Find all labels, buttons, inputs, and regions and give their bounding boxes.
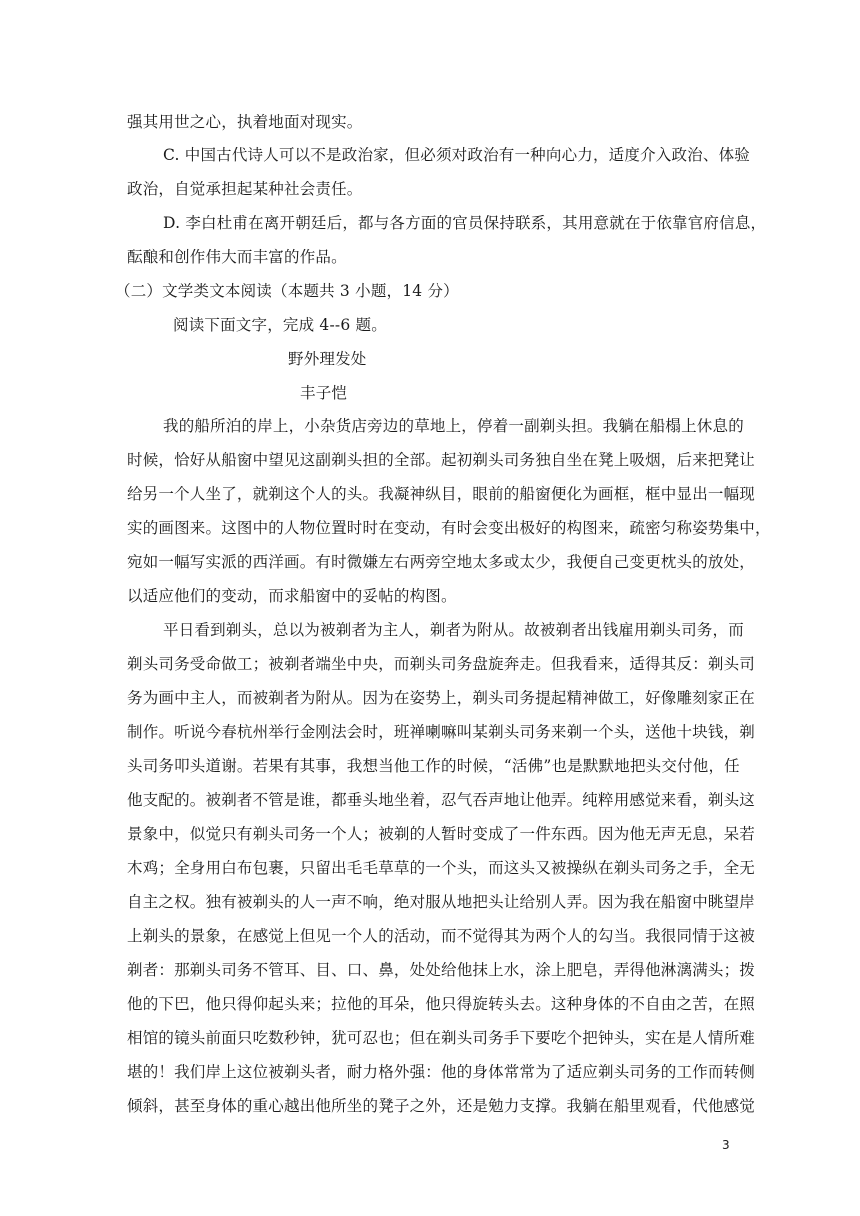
paragraph-line: 平日看到剃头，总以为被剃者为主人，剃者为附从。故被剃者出钱雇用剃头司务，而 — [163, 621, 744, 639]
article-author: 丰子恺 — [300, 384, 348, 402]
option-c-line: C. 中国古代诗人可以不是政治家，但必须对政治有一种向心力，适度介入政治、体验 — [163, 146, 750, 164]
instruction-line: 阅读下面文字，完成 4--6 题。 — [173, 316, 387, 334]
paragraph-line: 宛如一幅写实派的西洋画。有时微嫌左右两旁空地太多或太少，我便自己变更枕头的放处， — [127, 553, 756, 571]
text-line: 政治，自觉承担起某种社会责任。 — [127, 180, 363, 198]
paragraph-line: 剃头司务受命做工；被剃者端坐中央，而剃头司务盘旋奔走。但我看来，适得其反：剃头司 — [127, 655, 756, 673]
paragraph-line: 剃者：那剃头司务不管耳、目、口、鼻，处处给他抹上水，涂上肥皂，弄得他淋漓满头；拨 — [127, 961, 756, 979]
paragraph-line: 我的船所泊的岸上，小杂货店旁边的草地上，停着一副剃头担。我躺在船榻上休息的 — [163, 417, 744, 435]
paragraph-line: 他的下巴，他只得仰起头来；拉他的耳朵，他只得旋转头去。这种身体的不自由之苦，在照 — [127, 995, 756, 1013]
paragraph-line: 他支配的。被剃者不管是谁，都垂头地坐着，忍气吞声地让他弄。纯粹用感觉来看，剃头这 — [127, 791, 756, 809]
paragraph-line: 相馆的镜头前面只吃数秒钟，犹可忍也；但在剃头司务手下要吃个把钟头，实在是人情所难 — [127, 1029, 756, 1047]
paragraph-line: 头司务叩头道谢。若果有其事，我想当他工作的时候，“活佛”也是默默地把头交付他，任 — [127, 757, 740, 775]
page-number: 3 — [722, 1138, 730, 1152]
paragraph-line: 堪的！我们岸上这位被剃头者，耐力格外强：他的身体常常为了适应剃头司务的工作而转侧 — [127, 1063, 756, 1081]
text-line: 强其用世之心，执着地面对现实。 — [127, 113, 363, 131]
paragraph-line: 以适应他们的变动，而求船窗中的妥帖的构图。 — [127, 587, 457, 605]
article-title: 野外理发处 — [288, 350, 367, 368]
text-line: 酝酿和创作伟大而丰富的作品。 — [127, 248, 347, 266]
section-heading: （二）文学类文本阅读（本题共 3 小题，14 分） — [115, 282, 459, 300]
paragraph-line: 倾斜，甚至身体的重心越出他所坐的凳子之外，还是勉力支撑。我躺在船里观看，代他感觉 — [127, 1097, 756, 1115]
paragraph-line: 制作。听说今春杭州举行金刚法会时，班禅喇嘛叫某剃头司务来剃一个头，送他十块钱，剃 — [127, 723, 756, 741]
option-d-line: D. 李白杜甫在离开朝廷后，都与各方面的官员保持联系，其用意就在于依靠官府信息， — [163, 214, 767, 232]
paragraph-line: 给另一个人坐了，就剃这个人的头。我凝神纵目，眼前的船窗便化为画框，框中显出一幅现 — [127, 485, 756, 503]
paragraph-line: 务为画中主人，而被剃者为附从。因为在姿势上，剃头司务提起精神做工，好像雕刻家正在 — [127, 689, 756, 707]
paragraph-line: 木鸡；全身用白布包裹，只留出毛毛草草的一个头，而这头又被操纵在剃头司务之手，全无 — [127, 859, 756, 877]
paragraph-line: 实的画图来。这图中的人物位置时时在变动，有时会变出极好的构图来，疏密匀称姿势集中， — [127, 519, 771, 537]
paragraph-line: 景象中，似觉只有剃头司务一个人；被剃的人暂时变成了一件东西。因为他无声无息，呆若 — [127, 825, 756, 843]
paragraph-line: 时候，恰好从船窗中望见这副剃头担的全部。起初剃头司务独自坐在凳上吸烟，后来把凳让 — [127, 451, 756, 469]
paragraph-line: 自主之权。独有被剃头的人一声不响，绝对服从地把头让给别人弄。因为我在船窗中眺望岸 — [127, 893, 756, 911]
paragraph-line: 上剃头的景象，在感觉上但见一个人的活动，而不觉得其为两个人的勾当。我很同情于这被 — [127, 927, 756, 945]
